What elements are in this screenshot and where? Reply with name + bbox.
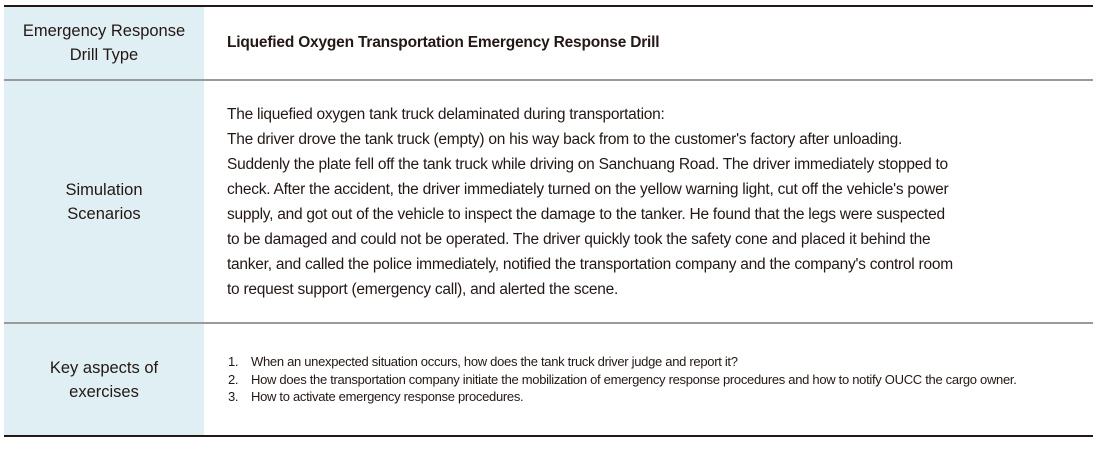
row-header-drill-type bbox=[4, 7, 204, 79]
list-item bbox=[228, 353, 1083, 371]
item-text: How to activate emergency response procedures. bbox=[251, 389, 524, 405]
scenario-line: The driver drove the tank truck (empty) on his way back from to the customer's factory after unloading. bbox=[227, 130, 903, 148]
scenario-line: The liquefied oxygen tank truck delaminated during transportation: bbox=[227, 105, 665, 123]
scenario-description bbox=[204, 81, 1093, 322]
scenario-line: to be damaged and could not be operated. The driver quickly took the safety cone and placed it behind the bbox=[227, 230, 931, 248]
scenario-line: tanker, and called the police immediately, notified the transportation company and the company's control room bbox=[227, 255, 953, 273]
header-line: Emergency Response bbox=[22, 22, 186, 40]
header-line: Drill Type bbox=[69, 46, 139, 64]
row-key-aspects bbox=[4, 322, 1093, 435]
scenario-line: to request support (emergency call), and alerted the scene. bbox=[227, 280, 619, 298]
list-item bbox=[228, 388, 1083, 406]
row-simulation-scenarios bbox=[4, 79, 1093, 322]
header-line: exercises bbox=[69, 382, 139, 401]
row-header-simulation-scenarios bbox=[4, 81, 204, 322]
list-item bbox=[228, 371, 1083, 389]
scenario-line: supply, and got out of the vehicle to inspect the damage to the tanker. He found that the legs were suspected bbox=[227, 205, 945, 223]
row-header-key-aspects bbox=[4, 324, 204, 435]
drill-type-text: Liquefied Oxygen Transportation Emergency Response Drill bbox=[227, 34, 660, 51]
drill-table bbox=[4, 5, 1093, 437]
item-number: 1. bbox=[228, 354, 239, 370]
scenario-line: check. After the accident, the driver immediately turned on the yellow warning light, cut off the vehicle's power bbox=[227, 180, 949, 198]
header-line: Scenarios bbox=[67, 204, 141, 223]
item-text: How does the transportation company initiate the mobilization of emergency response procedures and how to notify OUCC the cargo owner. bbox=[251, 371, 1017, 387]
item-number: 2. bbox=[228, 371, 239, 387]
item-text: When an unexpected situation occurs, how does the tank truck driver judge and report it? bbox=[251, 354, 738, 370]
row-drill-type bbox=[4, 7, 1093, 79]
scenario-line: Suddenly the plate fell off the tank truck while driving on Sanchuang Road. The driver immediately stopped to bbox=[227, 155, 948, 173]
item-number: 3. bbox=[228, 389, 239, 405]
key-aspects-list-cell bbox=[204, 324, 1093, 435]
header-line: Key aspects of bbox=[49, 358, 159, 377]
key-aspects-list bbox=[228, 353, 1083, 406]
header-line: Simulation bbox=[65, 180, 143, 199]
drill-type-value bbox=[204, 7, 1093, 79]
